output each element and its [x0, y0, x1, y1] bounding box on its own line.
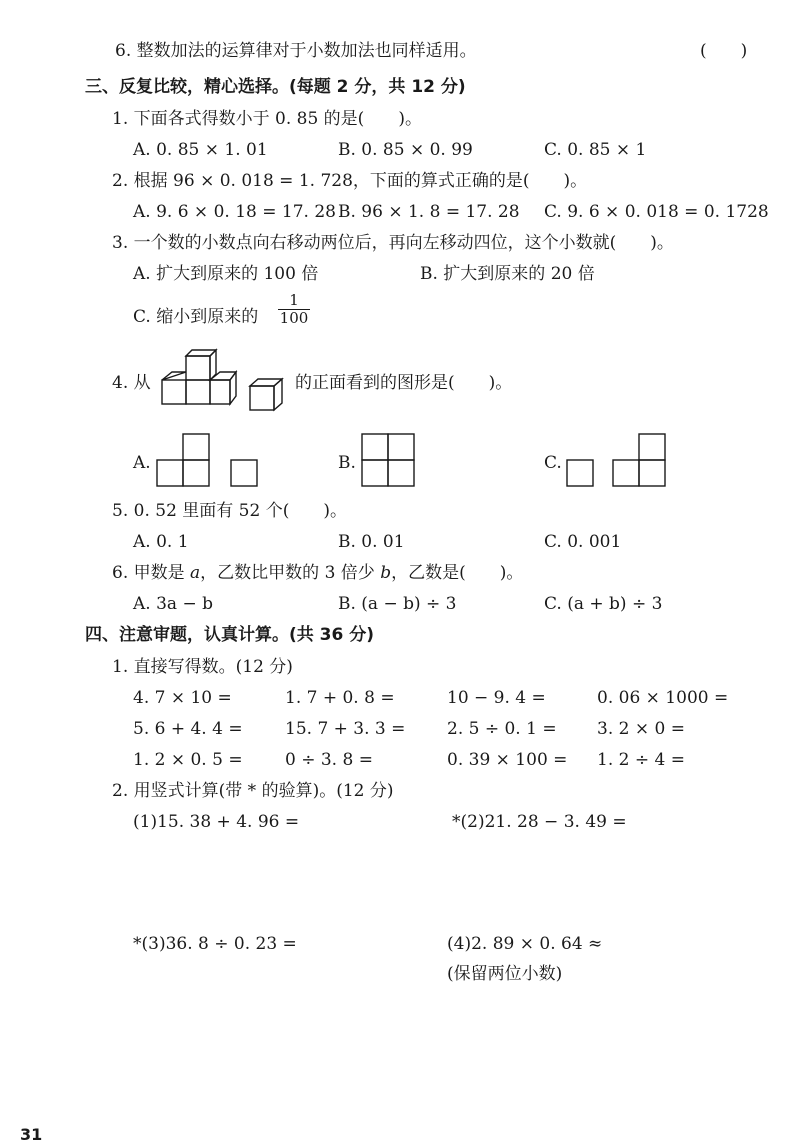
choice-q3-option-c[interactable]: C. 缩小到原来的 [133, 307, 259, 327]
oral-calc-title: 1. 直接写得数。(12 分) [112, 657, 293, 677]
choice-q2-option-a[interactable]: A. 9. 6 × 0. 18 = 17. 28 [133, 202, 336, 222]
vertical-calc-item-4: (4)2. 89 × 0. 64 ≈ [447, 934, 603, 954]
vertical-calc-item-1: (1)15. 38 + 4. 96 = [133, 812, 300, 832]
oral-calc-item: 3. 2 × 0 = [597, 719, 685, 739]
section-4-heading: 四、注意审题，认真计算。(共 36 分) [85, 625, 375, 645]
choice-q3-stem: 3. 一个数的小数点向右移动两位后，再向左移动四位，这个小数就( )。 [112, 233, 674, 253]
choice-q4-option-c[interactable]: C. [544, 453, 562, 473]
oral-calc-item: 15. 7 + 3. 3 = [285, 719, 406, 739]
choice-q1-option-b[interactable]: B. 0. 85 × 0. 99 [338, 140, 473, 160]
single-cube-figure [248, 376, 288, 412]
oral-calc-item: 0. 39 × 100 = [447, 750, 568, 770]
choice-q6-option-b[interactable]: B. (a − b) ÷ 3 [338, 594, 457, 614]
oral-calc-item: 5. 6 + 4. 4 = [133, 719, 243, 739]
oral-calc-item: 0. 06 × 1000 = [597, 688, 729, 708]
choice-q6-option-c[interactable]: C. (a + b) ÷ 3 [544, 594, 663, 614]
option-a-view-figure [155, 432, 265, 487]
choice-q6-stem [112, 562, 523, 584]
section-3-heading: 三、反复比较，精心选择。(每题 2 分，共 12 分) [85, 77, 466, 97]
vertical-calc-item-2: *(2)21. 28 − 3. 49 = [452, 812, 627, 832]
choice-q2-option-c[interactable]: C. 9. 6 × 0. 018 = 0. 1728 [544, 202, 769, 222]
fraction-one-hundredth [278, 292, 310, 327]
oral-calc-item: 1. 7 + 0. 8 = [285, 688, 395, 708]
stem-part: 6. 甲数是 [112, 563, 191, 583]
choice-q5-option-b[interactable]: B. 0. 01 [338, 532, 405, 552]
oral-calc-item: 1. 2 × 0. 5 = [133, 750, 243, 770]
choice-q4-option-a[interactable]: A. [133, 453, 151, 473]
choice-q4-from: 4. 从 [112, 373, 151, 393]
choice-q3-option-b[interactable]: B. 扩大到原来的 20 倍 [420, 264, 595, 284]
choice-q1-stem: 1. 下面各式得数小于 0. 85 的是( )。 [112, 109, 422, 129]
option-c-view-figure [565, 432, 675, 487]
stem-part: ，乙数比甲数的 3 倍少 [200, 563, 381, 583]
page-number: 31 [20, 1125, 43, 1144]
choice-q1-option-c[interactable]: C. 0. 85 × 1 [544, 140, 647, 160]
rounding-note: (保留两位小数) [447, 964, 563, 984]
stem-part: ，乙数是( )。 [391, 563, 524, 583]
option-b-view-figure [360, 432, 420, 487]
variable-b: b [380, 563, 392, 583]
choice-q3-option-a[interactable]: A. 扩大到原来的 100 倍 [133, 264, 319, 284]
oral-calc-item: 1. 2 ÷ 4 = [597, 750, 685, 770]
variable-a: a [190, 563, 201, 583]
fraction-numerator: 1 [289, 291, 299, 309]
choice-q2-stem: 2. 根据 96 × 0. 018 = 1. 728，下面的算式正确的是( )。 [112, 171, 588, 191]
choice-q1-option-a[interactable]: A. 0. 85 × 1. 01 [133, 140, 268, 160]
oral-calc-item: 2. 5 ÷ 0. 1 = [447, 719, 557, 739]
choice-q2-option-b[interactable]: B. 96 × 1. 8 = 17. 28 [338, 202, 520, 222]
choice-q5-option-c[interactable]: C. 0. 001 [544, 532, 622, 552]
oral-calc-item: 4. 7 × 10 = [133, 688, 232, 708]
cube-stack-figure [158, 352, 238, 414]
choice-q5-stem: 5. 0. 52 里面有 52 个( )。 [112, 501, 347, 521]
oral-calc-item: 0 ÷ 3. 8 = [285, 750, 373, 770]
choice-q4-stem: 的正面看到的图形是( )。 [295, 373, 513, 393]
choice-q6-option-a[interactable]: A. 3a − b [133, 594, 213, 614]
vertical-calc-item-3: *(3)36. 8 ÷ 0. 23 = [133, 934, 297, 954]
vertical-calc-title: 2. 用竖式计算(带 * 的验算)。(12 分) [112, 781, 394, 801]
fraction-denominator: 100 [279, 309, 309, 327]
oral-calc-item: 10 − 9. 4 = [447, 688, 546, 708]
choice-q5-option-a[interactable]: A. 0. 1 [133, 532, 189, 552]
choice-q4-option-b[interactable]: B. [338, 453, 356, 473]
answer-paren[interactable]: ( ) [700, 41, 748, 61]
judge-item-6: 6. 整数加法的运算律对于小数加法也同样适用。 [115, 41, 477, 61]
